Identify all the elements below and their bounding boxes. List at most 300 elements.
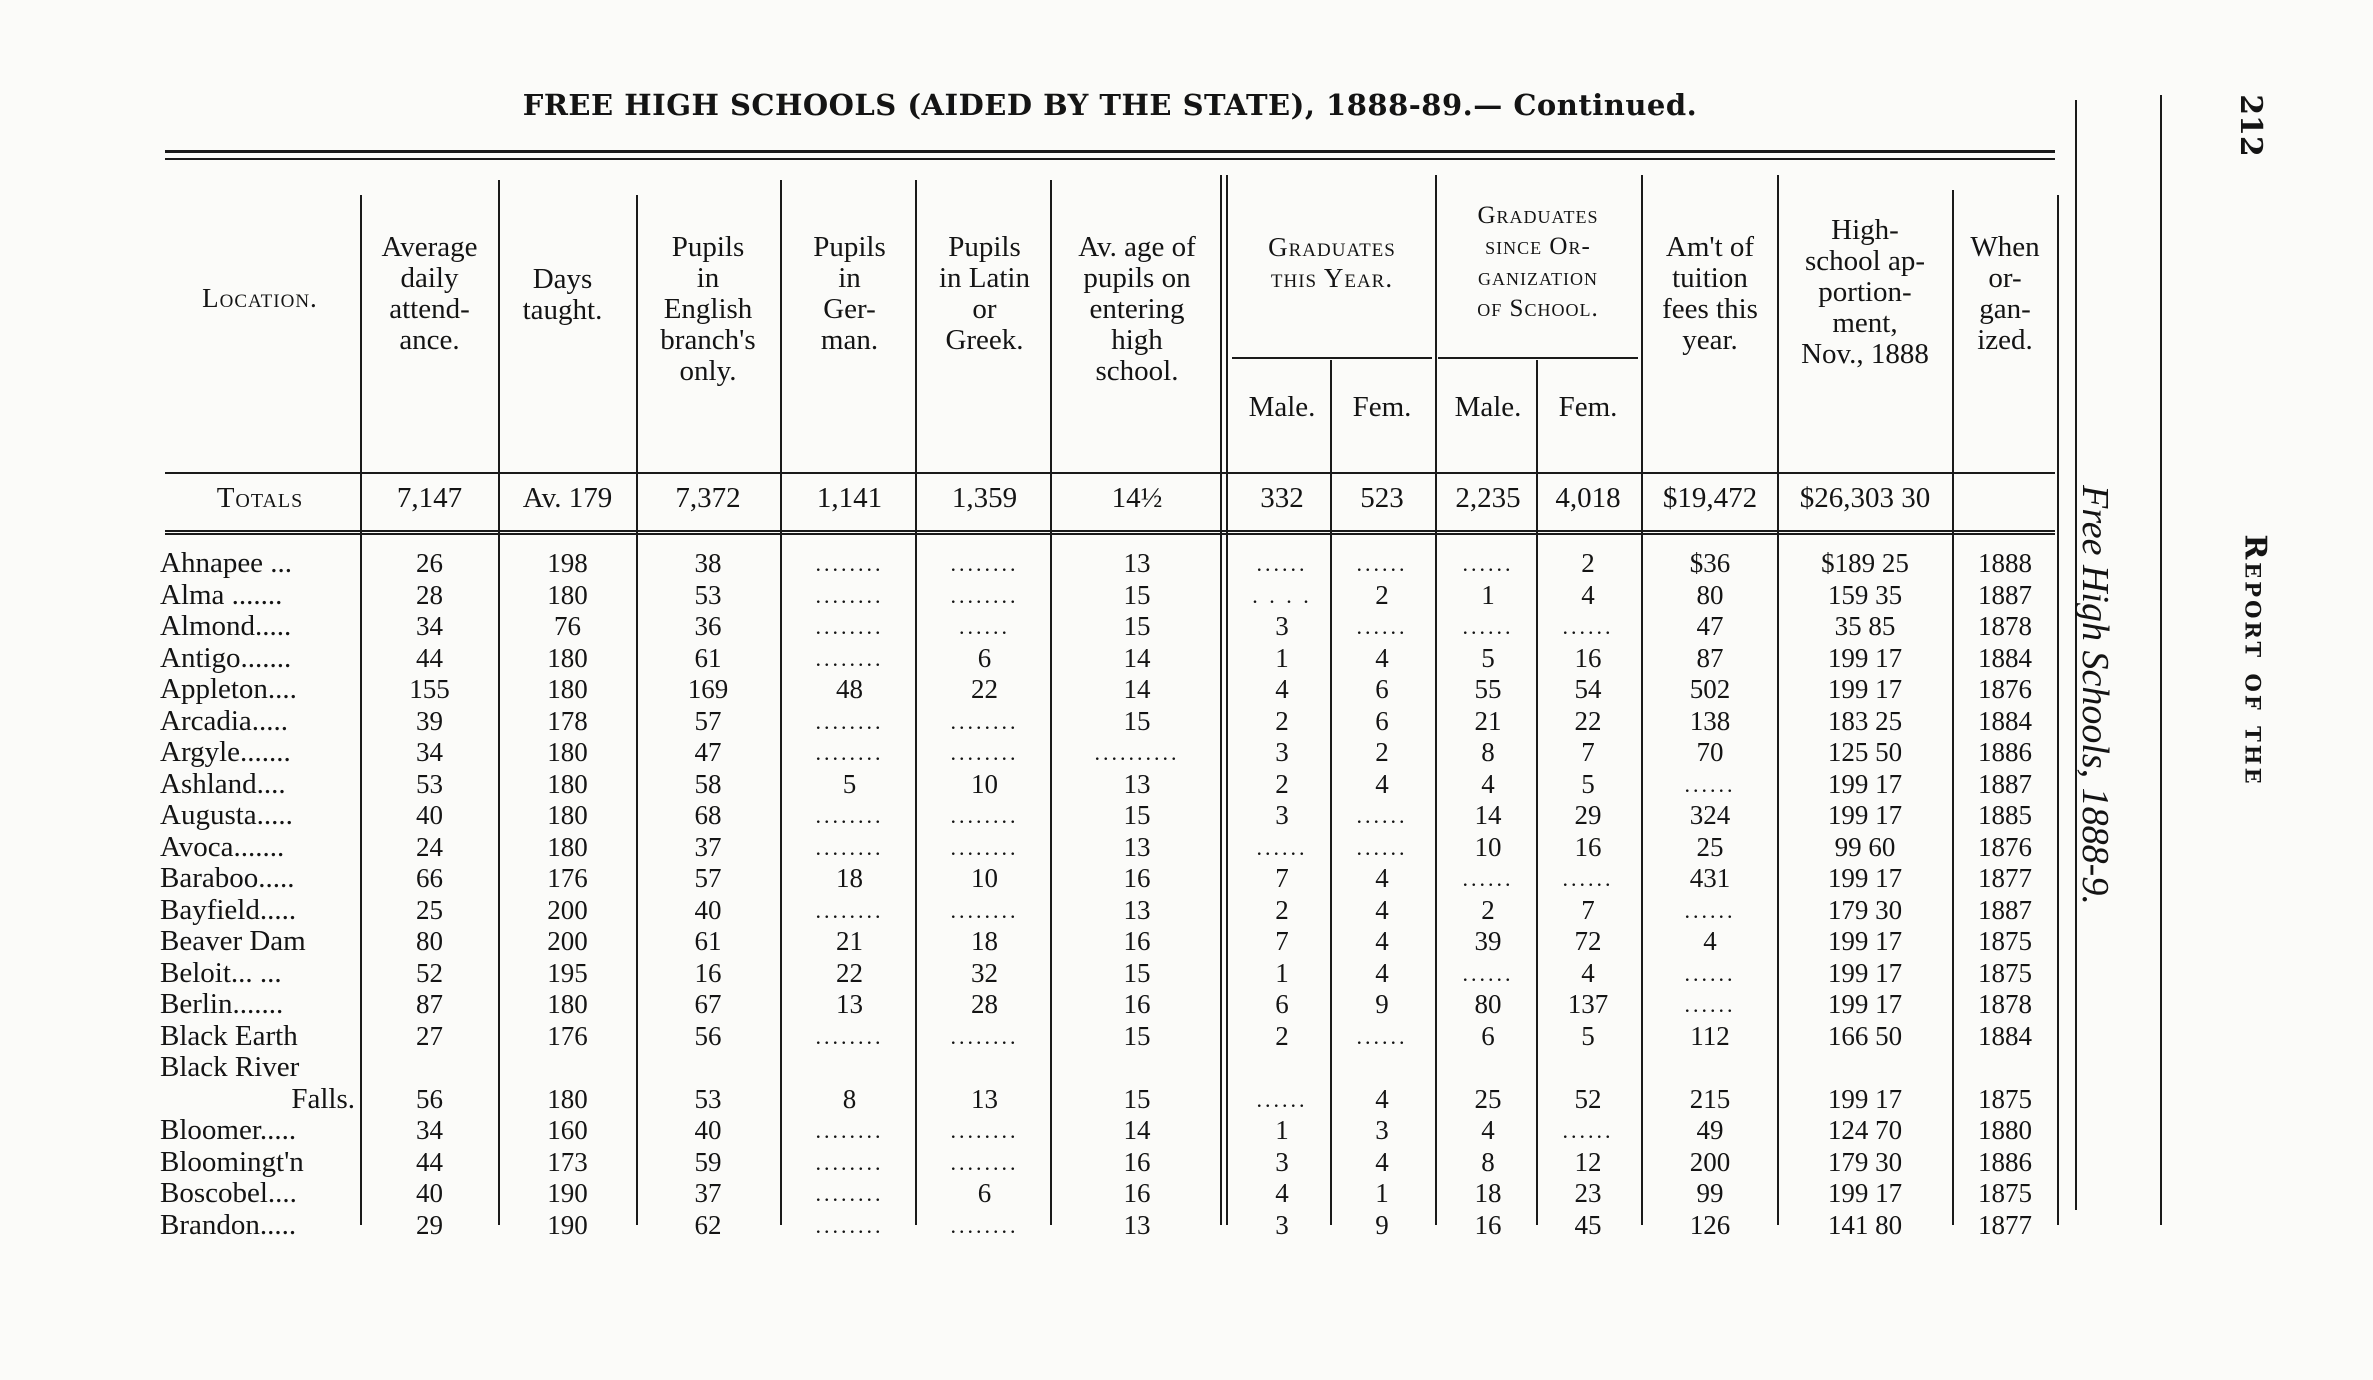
table-row — [0, 1052, 2373, 1083]
organized-cell: 1884 — [1978, 705, 2032, 736]
grad-fem-cell: 9 — [1375, 1209, 1389, 1240]
av-age-cell: 14 — [1123, 1115, 1151, 1145]
table-row — [0, 674, 2373, 705]
grad-male-cell: 2 — [1275, 768, 1289, 799]
grad-fem-cell: ...... — [1356, 1023, 1408, 1049]
organized-cell: 1887 — [1978, 894, 2032, 925]
since-male-cell: 16 — [1474, 1209, 1502, 1240]
since-male-cell: 25 — [1474, 1083, 1502, 1114]
organized-cell: 1884 — [1978, 642, 2032, 673]
location-cell: Bayfield..... — [160, 894, 297, 926]
since-fem-cell: 7 — [1581, 894, 1595, 925]
latin-greek-cell: 13 — [971, 1083, 998, 1114]
header-grad-since-male: Male. — [1454, 391, 1522, 423]
tuition-cell: $36 — [1689, 548, 1731, 578]
location-cell: Bloomingt'n — [160, 1146, 304, 1178]
grad-fem-cell: 4 — [1375, 894, 1389, 925]
since-male-cell: 21 — [1474, 705, 1502, 736]
latin-greek-cell: 28 — [971, 989, 998, 1019]
organized-cell: 1888 — [1978, 548, 2032, 578]
table-row — [0, 580, 2373, 611]
days-taught-cell: 178 — [547, 705, 588, 736]
grad-male-cell: ...... — [1256, 1086, 1308, 1112]
grad-fem-cell: 6 — [1375, 705, 1389, 736]
grad-male-cell: ...... — [1256, 551, 1308, 576]
avg-attendance-cell: 28 — [416, 579, 443, 610]
table-row — [0, 926, 2373, 957]
totals-latin-greek: 1,359 — [951, 482, 1018, 514]
grad-male-cell: ...... — [1256, 834, 1308, 860]
since-fem-cell: 4 — [1581, 957, 1595, 988]
tuition-cell: 47 — [1696, 611, 1724, 641]
english-only-cell: 67 — [694, 989, 722, 1019]
table-row — [0, 1147, 2373, 1178]
german-cell: ........ — [815, 551, 884, 576]
english-only-cell: 47 — [694, 737, 722, 767]
table-row — [0, 706, 2373, 737]
totals-since-fem: 4,018 — [1555, 482, 1621, 514]
english-only-cell: 61 — [694, 642, 722, 673]
grad-male-cell: 2 — [1275, 1020, 1289, 1051]
since-fem-cell: 23 — [1574, 1178, 1602, 1208]
days-taught-cell: 190 — [547, 1178, 588, 1208]
english-only-cell: 16 — [694, 957, 722, 988]
days-taught-cell: 198 — [547, 548, 588, 578]
since-male-cell: 10 — [1474, 831, 1502, 862]
table-row — [0, 1115, 2373, 1146]
av-age-cell: 15 — [1123, 1020, 1151, 1051]
grad-fem-cell: ...... — [1356, 614, 1408, 639]
since-fem-cell: 7 — [1581, 737, 1595, 767]
since-male-cell: ...... — [1462, 960, 1514, 986]
days-taught-cell: 76 — [554, 611, 581, 641]
totals-tuition: $19,472 — [1662, 482, 1758, 514]
latin-greek-cell: 6 — [977, 642, 992, 673]
header-av-age: Av. age of pupils on entering high school. — [1078, 231, 1196, 387]
apportionment-cell: 199 17 — [1827, 957, 1903, 988]
english-only-cell: 68 — [694, 800, 722, 830]
avg-attendance-cell: 26 — [416, 548, 443, 578]
header-grad-this-year-fem: Fem. — [1352, 391, 1412, 423]
organized-cell: 1885 — [1978, 800, 2032, 830]
since-fem-cell: 12 — [1574, 1146, 1602, 1177]
organized-cell: 1878 — [1978, 989, 2032, 1019]
table-row — [0, 895, 2373, 926]
location-cell: Augusta..... — [160, 800, 293, 831]
since-fem-cell: 54 — [1574, 674, 1602, 704]
english-only-cell: 62 — [694, 1209, 722, 1240]
since-fem-cell: 52 — [1574, 1083, 1602, 1114]
location-cell: Avoca....... — [160, 831, 285, 863]
latin-greek-cell — [917, 1052, 1052, 1083]
since-fem-cell: 16 — [1574, 831, 1602, 862]
english-only-cell: 53 — [694, 579, 722, 610]
days-taught-cell: 200 — [547, 894, 588, 925]
german-cell: ........ — [815, 834, 884, 860]
since-fem-cell: 5 — [1581, 768, 1595, 799]
latin-greek-cell: ........ — [950, 897, 1019, 923]
location-cell: Falls. — [291, 1083, 355, 1115]
table-row — [0, 863, 2373, 894]
location-cell: Boscobel.... — [160, 1178, 297, 1209]
tuition-cell: ...... — [1684, 897, 1736, 923]
avg-attendance-cell: 34 — [416, 611, 443, 641]
side-report-heading: Report of the — [2237, 533, 2273, 787]
table-row — [0, 643, 2373, 674]
since-male-cell: 8 — [1481, 1146, 1495, 1177]
apportionment-cell: 179 30 — [1827, 894, 1903, 925]
latin-greek-cell: ........ — [950, 834, 1019, 860]
location-cell: Berlin....... — [160, 989, 284, 1020]
german-cell: 8 — [842, 1083, 857, 1114]
header-organized: When or- gan- ized. — [1970, 231, 2040, 356]
grad-fem-cell: 2 — [1375, 737, 1389, 767]
avg-attendance-cell: 40 — [416, 800, 443, 830]
table-row — [0, 548, 2373, 579]
table-row — [0, 800, 2373, 831]
since-fem-cell: 29 — [1574, 800, 1602, 830]
table-row — [0, 989, 2373, 1020]
days-taught-cell: 176 — [547, 1020, 588, 1051]
apportionment-cell: 199 17 — [1827, 926, 1903, 956]
organized-cell: 1877 — [1978, 1209, 2032, 1240]
days-taught-cell: 195 — [547, 957, 588, 988]
grad-fem-cell: 2 — [1375, 579, 1389, 610]
grad-fem-cell: 4 — [1375, 926, 1389, 956]
location-cell: Beloit... ... — [160, 957, 282, 989]
avg-attendance-cell: 24 — [416, 831, 443, 862]
german-cell: ........ — [815, 1118, 884, 1143]
table-row — [0, 1084, 2373, 1115]
since-fem-cell: ...... — [1562, 1118, 1614, 1143]
grad-fem-cell: 6 — [1375, 674, 1389, 704]
tuition-cell: 200 — [1689, 1146, 1731, 1177]
tuition-cell: 70 — [1696, 737, 1724, 767]
grad-male-cell: 1 — [1275, 1115, 1289, 1145]
avg-attendance-cell: 34 — [416, 737, 443, 767]
since-male-cell: ...... — [1462, 866, 1514, 891]
since-male-cell: 4 — [1481, 1115, 1495, 1145]
organized-cell: 1880 — [1978, 1115, 2032, 1145]
since-male-cell: 1 — [1481, 579, 1495, 610]
since-male-cell: ...... — [1462, 614, 1514, 639]
days-taught-cell: 160 — [547, 1115, 588, 1145]
since-fem-cell — [1538, 1052, 1638, 1083]
latin-greek-cell: ........ — [950, 1118, 1019, 1143]
since-fem-cell: 2 — [1581, 548, 1595, 578]
location-cell: Argyle....... — [160, 737, 291, 768]
location-cell: Antigo....... — [160, 642, 292, 674]
location-cell: Appleton.... — [160, 674, 297, 705]
tuition-cell: 324 — [1689, 800, 1731, 830]
tuition-cell: 138 — [1689, 705, 1731, 736]
av-age-cell: 15 — [1123, 579, 1151, 610]
days-taught-cell — [500, 1052, 635, 1083]
grad-male-cell: 3 — [1275, 1146, 1289, 1177]
german-cell: ........ — [815, 582, 884, 608]
days-taught-cell: 173 — [547, 1146, 588, 1177]
avg-attendance-cell: 40 — [416, 1178, 443, 1208]
tuition-cell: 112 — [1690, 1020, 1730, 1051]
header-graduates-this-year: Graduates this Year. — [1268, 232, 1396, 293]
av-age-cell: 14 — [1123, 674, 1151, 704]
av-age-cell: 15 — [1123, 611, 1151, 641]
since-fem-cell: 72 — [1574, 926, 1602, 956]
latin-greek-cell: 18 — [971, 926, 998, 956]
grad-fem-cell: 3 — [1375, 1115, 1389, 1145]
latin-greek-cell: 10 — [971, 768, 998, 799]
grad-male-cell: 7 — [1275, 863, 1289, 893]
english-only-cell: 40 — [694, 1115, 722, 1145]
grad-male-cell: 1 — [1275, 642, 1289, 673]
table-row — [0, 1178, 2373, 1209]
since-male-cell: 18 — [1474, 1178, 1502, 1208]
german-cell: 48 — [836, 674, 863, 704]
english-only-cell: 61 — [694, 926, 722, 956]
av-age-cell: 16 — [1123, 1146, 1151, 1177]
avg-attendance-cell: 56 — [416, 1083, 443, 1114]
latin-greek-cell: ........ — [950, 740, 1019, 765]
totals-grad-fem: 523 — [1360, 482, 1404, 514]
german-cell: ........ — [815, 708, 884, 734]
av-age-cell: 15 — [1123, 800, 1151, 830]
av-age-cell: 16 — [1123, 989, 1151, 1019]
header-apportionment: High- school ap- portion- ment, Nov., 1888 — [1801, 214, 1929, 370]
organized-cell: 1878 — [1978, 611, 2032, 641]
since-fem-cell: 5 — [1581, 1020, 1595, 1051]
german-cell: 13 — [836, 989, 863, 1019]
header-latin-greek: Pupils in Latin or Greek. — [938, 231, 1030, 356]
table-row — [0, 737, 2373, 768]
side-title: Free High Schools, 1888-9. — [2074, 485, 2117, 905]
page-number: 212 — [2232, 93, 2268, 157]
av-age-cell: .......... — [1094, 740, 1180, 765]
apportionment-cell: 35 85 — [1834, 611, 1896, 641]
german-cell — [782, 1052, 917, 1083]
latin-greek-cell: 32 — [971, 957, 998, 988]
header-grad-this-year-male: Male. — [1248, 391, 1316, 423]
apportionment-cell: 199 17 — [1827, 1083, 1903, 1114]
organized-cell: 1875 — [1978, 1178, 2032, 1208]
apportionment-cell: $189 25 — [1821, 548, 1909, 578]
header-days-taught: Days taught. — [522, 263, 603, 326]
avg-attendance-cell: 34 — [416, 1115, 443, 1145]
since-fem-cell: 22 — [1574, 705, 1602, 736]
latin-greek-cell: ...... — [959, 614, 1010, 639]
grad-male-cell: . . . . — [1252, 582, 1312, 608]
location-cell: Alma ....... — [160, 579, 283, 611]
german-cell: 21 — [836, 926, 863, 956]
organized-cell: 1877 — [1978, 863, 2032, 893]
apportionment-cell — [1780, 1052, 1950, 1083]
english-only-cell: 58 — [694, 768, 722, 799]
grad-male-cell: 4 — [1275, 1178, 1289, 1208]
apportionment-cell: 99 60 — [1834, 831, 1896, 862]
apportionment-cell: 159 35 — [1827, 579, 1903, 610]
table-row — [0, 769, 2373, 800]
table-row — [0, 1210, 2373, 1241]
since-male-cell: 39 — [1474, 926, 1502, 956]
german-cell: ........ — [815, 740, 884, 765]
organized-cell: 1884 — [1978, 1020, 2032, 1051]
grad-fem-cell: 9 — [1375, 989, 1389, 1019]
latin-greek-cell: 10 — [971, 863, 998, 893]
english-only-cell: 57 — [694, 705, 722, 736]
since-male-cell — [1438, 1052, 1538, 1083]
since-male-cell: 4 — [1481, 768, 1495, 799]
av-age-cell: 13 — [1123, 548, 1151, 578]
location-cell: Arcadia..... — [160, 705, 289, 737]
tuition-cell: 49 — [1696, 1115, 1724, 1145]
days-taught-cell: 180 — [547, 989, 588, 1019]
apportionment-cell: 183 25 — [1827, 705, 1903, 736]
av-age-cell: 15 — [1123, 705, 1151, 736]
organized-cell: 1886 — [1978, 1146, 2032, 1177]
since-male-cell: 2 — [1481, 894, 1495, 925]
av-age-cell: 13 — [1123, 1209, 1151, 1240]
days-taught-cell: 180 — [547, 674, 588, 704]
english-only-cell: 36 — [694, 611, 722, 641]
av-age-cell: 15 — [1123, 957, 1151, 988]
table-row — [0, 832, 2373, 863]
grad-male-cell: 2 — [1275, 705, 1289, 736]
grad-fem-cell: 4 — [1375, 1146, 1389, 1177]
totals-grad-male: 332 — [1260, 482, 1304, 514]
since-fem-cell: ...... — [1562, 866, 1614, 891]
organized-cell: 1887 — [1978, 579, 2032, 610]
header-english-only: Pupils in English branch's only. — [660, 231, 756, 387]
tuition-cell: 87 — [1696, 642, 1724, 673]
header-tuition: Am't of tuition fees this year. — [1662, 231, 1758, 356]
grad-male-cell: 1 — [1275, 957, 1289, 988]
tuition-cell: 99 — [1696, 1178, 1724, 1208]
grad-male-cell: 2 — [1275, 894, 1289, 925]
avg-attendance-cell: 155 — [409, 674, 450, 704]
totals-label: Totals — [216, 482, 304, 514]
tuition-cell: 215 — [1689, 1083, 1731, 1114]
apportionment-cell: 199 17 — [1827, 800, 1903, 830]
days-taught-cell: 180 — [547, 800, 588, 830]
latin-greek-cell: ........ — [950, 803, 1019, 828]
since-fem-cell: ...... — [1562, 614, 1614, 639]
grad-fem-cell: 4 — [1375, 1083, 1389, 1114]
english-only-cell: 37 — [694, 1178, 722, 1208]
english-only-cell: 57 — [694, 863, 722, 893]
tuition-cell: 126 — [1689, 1209, 1731, 1240]
latin-greek-cell: 22 — [971, 674, 998, 704]
german-cell: 18 — [836, 863, 863, 893]
apportionment-cell: 199 17 — [1827, 1178, 1903, 1208]
latin-greek-cell: 6 — [977, 1178, 992, 1208]
grad-fem-cell: 4 — [1375, 863, 1389, 893]
location-cell: Brandon..... — [160, 1209, 297, 1241]
totals-avg-attendance: 7,147 — [396, 482, 463, 514]
totals-apportionment: $26,303 30 — [1799, 482, 1931, 514]
english-only-cell: 38 — [694, 548, 722, 578]
english-only-cell: 59 — [694, 1146, 722, 1177]
apportionment-cell: 124 70 — [1827, 1115, 1903, 1145]
table-row — [0, 958, 2373, 989]
since-fem-cell: 4 — [1581, 579, 1595, 610]
english-only-cell — [638, 1052, 778, 1083]
since-fem-cell: 137 — [1567, 989, 1609, 1019]
avg-attendance-cell: 44 — [416, 1146, 443, 1177]
location-cell: Beaver Dam — [160, 926, 306, 957]
german-cell: ........ — [815, 1149, 884, 1175]
avg-attendance-cell: 52 — [416, 957, 443, 988]
grad-fem-cell: 1 — [1375, 1178, 1389, 1208]
av-age-cell: 16 — [1123, 863, 1151, 893]
days-taught-cell: 180 — [547, 831, 588, 862]
days-taught-cell: 180 — [547, 642, 588, 673]
grad-male-cell — [1232, 1052, 1332, 1083]
totals-german: 1,141 — [816, 482, 883, 514]
grad-male-cell: 4 — [1275, 674, 1289, 704]
apportionment-cell: 141 80 — [1827, 1209, 1903, 1240]
header-location: Location. — [202, 283, 318, 313]
days-taught-cell: 180 — [547, 1083, 588, 1114]
header-avg-attendance: Average daily attend- ance. — [381, 231, 478, 356]
grad-male-cell: 3 — [1275, 1209, 1289, 1240]
location-cell: Ahnapee ... — [160, 548, 293, 579]
table-row — [0, 1021, 2373, 1052]
avg-attendance-cell — [362, 1052, 497, 1083]
german-cell: 22 — [836, 957, 863, 988]
location-cell: Almond..... — [160, 611, 292, 642]
english-only-cell: 169 — [687, 674, 729, 704]
header-german: Pupils in Ger- man. — [813, 231, 886, 356]
location-cell: Black River — [160, 1052, 300, 1083]
avg-attendance-cell: 25 — [416, 894, 443, 925]
days-taught-cell: 180 — [547, 579, 588, 610]
avg-attendance-cell: 29 — [416, 1209, 443, 1240]
apportionment-cell: 199 17 — [1827, 989, 1903, 1019]
grad-fem-cell: ...... — [1356, 803, 1408, 828]
organized-cell: 1876 — [1978, 674, 2032, 704]
avg-attendance-cell: 44 — [416, 642, 443, 673]
tuition-cell: 431 — [1689, 863, 1731, 893]
since-male-cell: 8 — [1481, 737, 1495, 767]
days-taught-cell: 190 — [547, 1209, 588, 1240]
totals-days-taught: Av. 179 — [522, 482, 613, 514]
apportionment-cell: 199 17 — [1827, 863, 1903, 893]
tuition-cell: ...... — [1684, 960, 1736, 986]
days-taught-cell: 180 — [547, 737, 588, 767]
av-age-cell: 13 — [1123, 831, 1151, 862]
totals-since-male: 2,235 — [1455, 482, 1521, 514]
organized-cell: 1886 — [1978, 737, 2032, 767]
table-row — [0, 611, 2373, 642]
grad-male-cell: 3 — [1275, 800, 1289, 830]
english-only-cell: 40 — [694, 894, 722, 925]
totals-english-only: 7,372 — [675, 482, 741, 514]
latin-greek-cell: ........ — [950, 582, 1019, 608]
since-male-cell: 5 — [1481, 642, 1495, 673]
tuition-cell: ...... — [1684, 771, 1736, 797]
english-only-cell: 56 — [694, 1020, 722, 1051]
av-age-cell: 15 — [1123, 1083, 1151, 1114]
avg-attendance-cell: 39 — [416, 705, 443, 736]
av-age-cell: 13 — [1123, 768, 1151, 799]
since-fem-cell: 16 — [1574, 642, 1602, 673]
german-cell: ........ — [815, 645, 884, 671]
english-only-cell: 53 — [694, 1083, 722, 1114]
since-male-cell: 14 — [1474, 800, 1502, 830]
german-cell: ........ — [815, 614, 884, 639]
avg-attendance-cell: 87 — [416, 989, 443, 1019]
avg-attendance-cell: 80 — [416, 926, 443, 956]
latin-greek-cell: ........ — [950, 551, 1019, 576]
